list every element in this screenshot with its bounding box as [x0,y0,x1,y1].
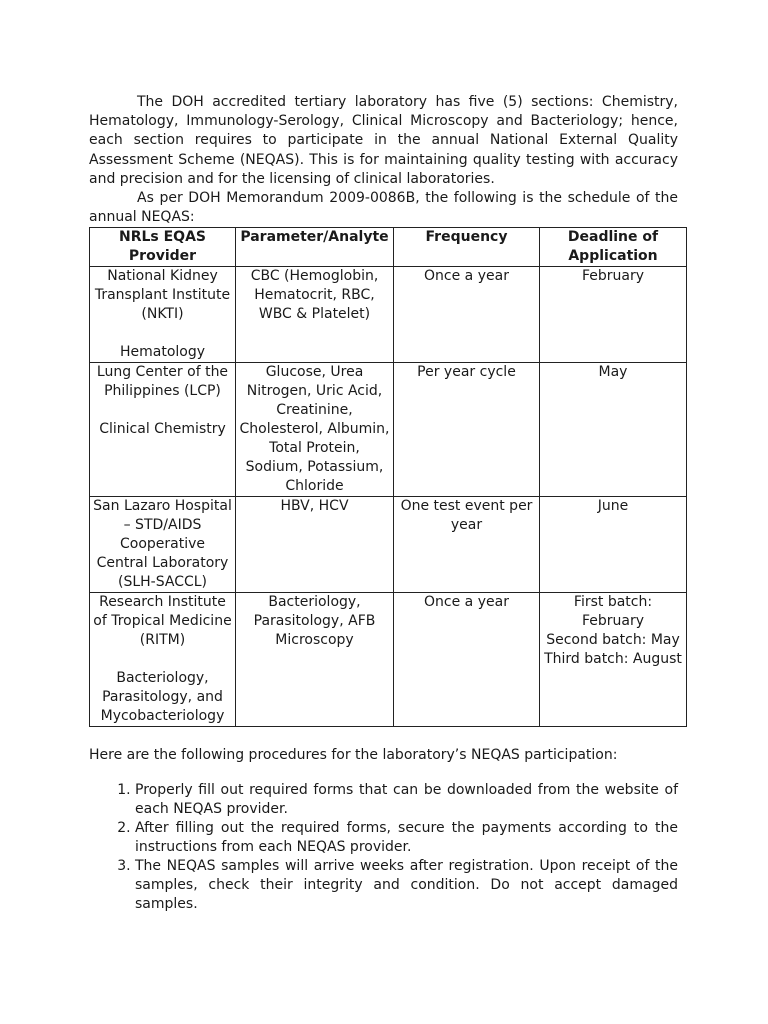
table-row [90,267,687,363]
header-deadline: Deadline of Application [540,228,687,267]
cell-frequency: One test event per year [394,497,540,593]
cell-parameter: CBC (Hemoglobin, Hematocrit, RBC, WBC & Platelet) [236,267,394,363]
cell-provider: Lung Center of the Philippines (LCP) Clinical Chemistry [90,363,236,497]
procedures-list [89,781,678,914]
header-frequency: Frequency [394,228,540,267]
cell-frequency: Once a year [394,593,540,727]
procedures-intro: Here are the following procedures for the laboratory’s NEQAS participation: [89,747,618,764]
table-row [90,497,687,593]
cell-provider: National Kidney Transplant Institute (NKTI) Hematology [90,267,236,363]
cell-provider: San Lazaro Hospital – STD/AIDS Cooperative Central Laboratory (SLH-SACCL) [90,497,236,593]
neqas-schedule-table [89,227,687,727]
cell-deadline: First batch: February Second batch: May Third batch: August [540,593,687,727]
cell-parameter: HBV, HCV [236,497,394,593]
table-row [90,363,687,497]
list-item: 1. Properly fill out required forms that can be downloaded from the website of each NEQAS provider. [135,781,678,819]
cell-provider: Research Institute of Tropical Medicine (RITM) Bacteriology, Parasitology, and Mycobacteriology [90,593,236,727]
cell-frequency: Once a year [394,267,540,363]
list-item: 3. The NEQAS samples will arrive weeks after registration. Upon receipt of the samples, check their integrity and condition. Do not accept damaged samples. [135,857,678,914]
document-page [89,93,682,914]
cell-parameter: Bacteriology, Parasitology, AFB Microscopy [236,593,394,727]
cell-parameter: Glucose, Urea Nitrogen, Uric Acid, Creatinine, Cholesterol, Albumin, Total Protein, Sodium, Potassium, Chloride [236,363,394,497]
cell-deadline: June [540,497,687,593]
cell-deadline: May [540,363,687,497]
list-item: 2. After filling out the required forms, secure the payments according to the instructions from each NEQAS provider. [135,819,678,857]
header-parameter: Parameter/Analyte [236,228,394,267]
intro-paragraph: The DOH accredited tertiary laboratory has five (5) sections: Chemistry, Hematology, Immunology-Serology, Clinical Microscopy and Bacteriology; hence, each section requires to participate in the annual National External Quality Assessment Scheme (NEQAS). This is for maintaining quality testing with accuracy and precision and for the licensing of clinical laboratories. [89,94,678,187]
table-header-row [90,228,687,267]
header-provider: NRLs EQAS Provider [90,228,236,267]
schedule-paragraph: As per DOH Memorandum 2009-0086B, the following is the schedule of the annual NEQAS: [89,190,678,226]
cell-frequency: Per year cycle [394,363,540,497]
cell-deadline: February [540,267,687,363]
table-row [90,593,687,727]
